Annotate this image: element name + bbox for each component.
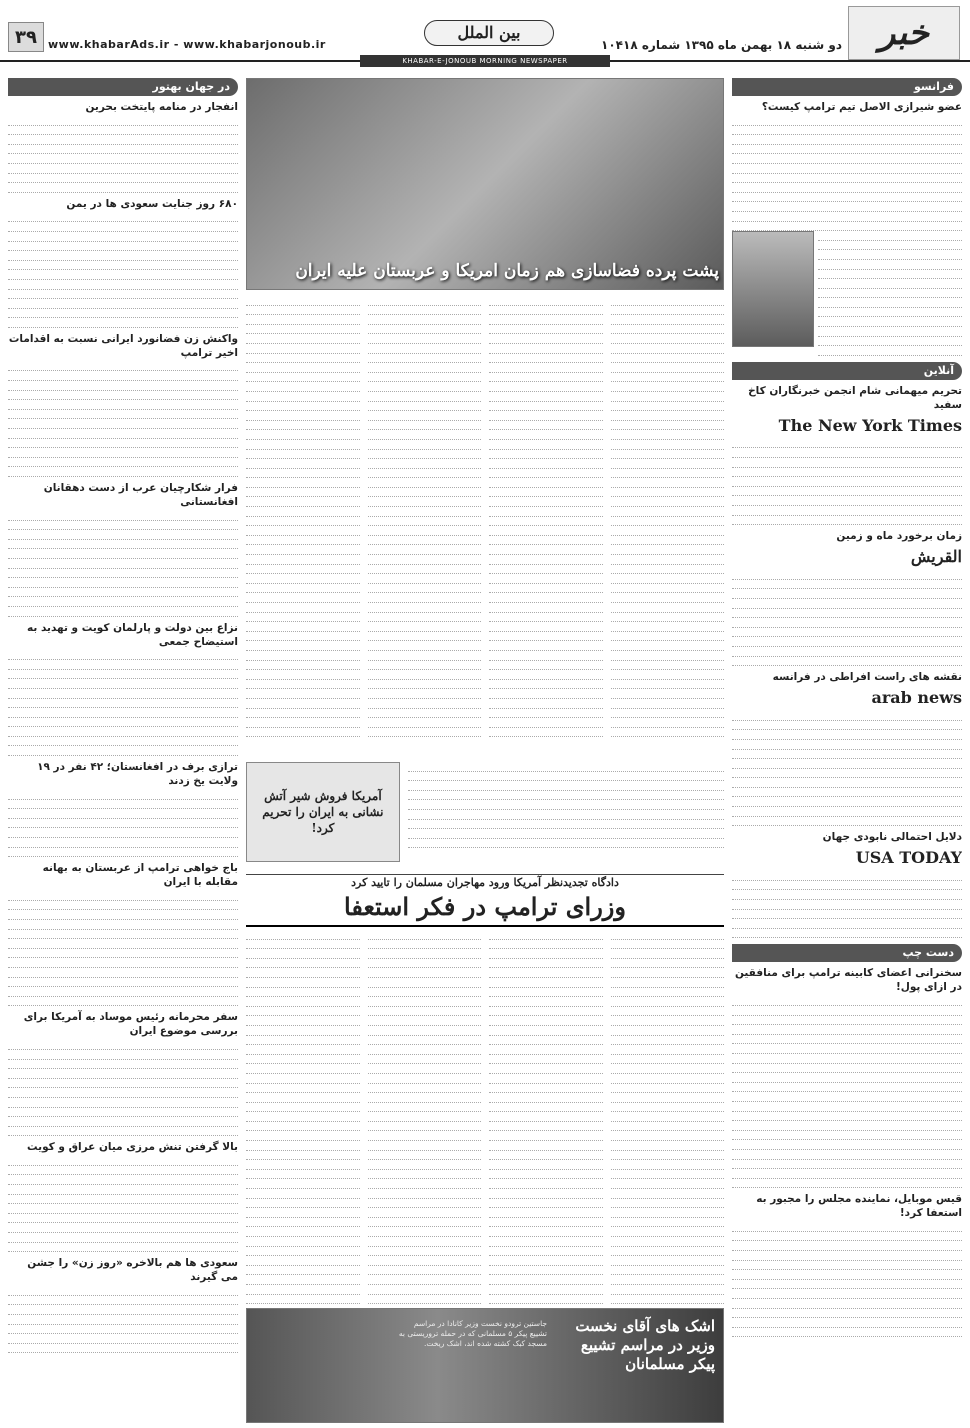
right-column (732, 78, 962, 1423)
article-title: سخنرانی اعضای کابینه ترامپ برای منافقین در ازای پول! (734, 967, 962, 994)
wide-title: وزرای ترامپ در فکر استعفا (246, 892, 724, 927)
masthead (0, 0, 970, 65)
promo-title: آمریکا فروش شیر آتش نشانی به ایران را تحریم کرد! (262, 789, 384, 835)
article-title: سعودی ها هم بالاخره «روز زن» را جشن می گیرند (27, 1257, 238, 1284)
article (8, 1140, 238, 1252)
trudeau-photo (246, 1308, 724, 1423)
main-photo (246, 78, 724, 290)
right-section-tag-2: آنلاین (732, 362, 962, 380)
article-title: سفر محرمانه رئیس موساد به آمریکا برای بررسی موضوع ایران (23, 1011, 238, 1038)
article (8, 861, 238, 1006)
article (8, 481, 238, 617)
logo-nyt: The New York Times (778, 415, 962, 435)
article-title: زمان برخورد ماه و زمین (836, 530, 962, 543)
article-title: انفجار در منامه پایتخت بحرین (85, 101, 238, 113)
photo2-caption: جاستین ترودو نخست وزیر کانادا در مراسم تشییع پیکر ۵ مسلمانی که در حمله تروریستی به مسجد کبک کشته شده اند، اشک ریخت. (398, 1319, 547, 1348)
article-title: نقشه های راست افراطی در فرانسه (772, 671, 962, 684)
wide-kicker: دادگاه تجدیدنظر آمریکا ورود مهاجران مسلمان را تایید کرد (351, 876, 619, 889)
article-title: نزاع بین دولت و پارلمان کویت و تهدید به استیضاح جمعی (26, 621, 238, 648)
article-title: ترازی برف در افغانستان؛ ۴۲ نفر در ۱۹ ولایت یخ زدند (37, 761, 238, 788)
issue-date: دو شنبه ۱۸ بهمن ماه ۱۳۹۵ شماره ۱۰۴۱۸ (601, 38, 842, 52)
right-section-tag-3: دست چپ (732, 944, 962, 962)
article-title: فرار شکارچیان عرب از دست دهقانان افغانستانی (43, 482, 238, 508)
article-title: تحریم میهمانی شام انجمن خبرنگاران کاخ سفید (748, 384, 962, 411)
newspaper-logo: خبر (848, 6, 960, 60)
article-title: عضو شیرازی الاصل تیم ترامپ کیست؟ (761, 101, 962, 113)
article-title: باج خواهی ترامپ از عربستان به بهانه مقابله با ایران (42, 862, 238, 889)
article (8, 332, 238, 477)
masthead-subtitle: KHABAR-E-JONOUB MORNING NEWSPAPER (360, 55, 610, 67)
portrait-photo (732, 231, 814, 347)
logo-usatoday: USA TODAY (855, 848, 962, 868)
article (8, 100, 238, 193)
article-title: دلایل احتمالی نابودی جهان (822, 831, 962, 844)
page-number: ۳۹ (8, 22, 44, 52)
article (8, 1256, 238, 1353)
main-photo-headline: پشت پرده فضاسازی هم زمان امریکا و عربستان علیه ایران (295, 261, 719, 281)
article-title: واکنش زن فضانورد ایرانی نسبت به اقدامات اخیر ترامپ (8, 332, 238, 359)
article (8, 621, 238, 757)
article (8, 1010, 238, 1136)
photo2-title: اشک های آقای نخست وزیر در مراسم تشییع پیکر مسلمانان (575, 1317, 715, 1373)
article-title: ۶۸۰ روز جنایت سعودی ها در یمن (66, 197, 238, 210)
site-urls[interactable]: www.khabarAds.ir - www.khabarjonoub.ir (48, 38, 326, 51)
article-title: قیس موبایل، نماینده مجلس را مجبور به استعفا کرد! (756, 1193, 962, 1220)
center-area (246, 78, 724, 1423)
left-column (8, 78, 238, 1423)
right-section-tag-1: فرانسو (732, 78, 962, 96)
article (8, 197, 238, 328)
promo-box (246, 762, 400, 862)
left-section-tag: در جهان بهتور (8, 78, 238, 96)
logo-arabnews: arab news (871, 688, 962, 708)
section-title: بین الملل (424, 20, 554, 46)
article-title: بالا گرفتن تنش مرزی میان عراق و کویت (27, 1141, 238, 1154)
article (8, 760, 238, 857)
logo-alquds: القريش (910, 547, 962, 567)
